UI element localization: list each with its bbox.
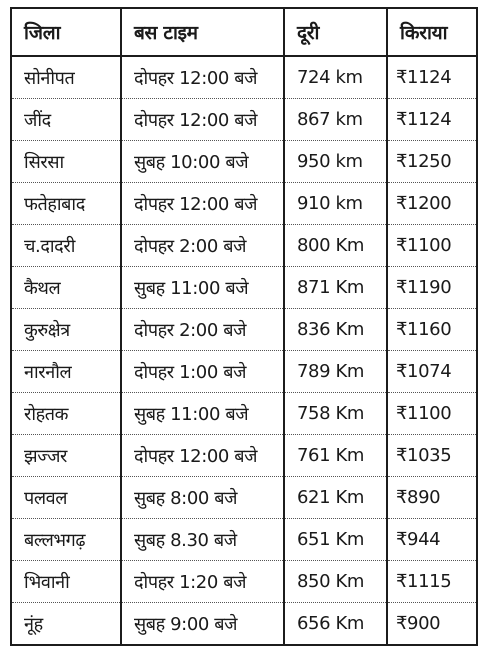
table-row xyxy=(11,351,477,393)
fare-cell: ₹1200 xyxy=(387,183,477,225)
table-row xyxy=(11,603,477,646)
fare-cell: ₹1100 xyxy=(387,225,477,267)
district-cell: फतेहाबाद xyxy=(11,183,121,225)
bus-time-cell: सुबह 8.30 बजे xyxy=(121,519,284,561)
bus-time-cell: दोपहर 12:00 बजे xyxy=(121,99,284,141)
table-body xyxy=(11,56,477,645)
distance-cell: 621 Km xyxy=(284,477,387,519)
fare-cell: ₹1115 xyxy=(387,561,477,603)
district-cell: नारनौल xyxy=(11,351,121,393)
district-cell: पलवल xyxy=(11,477,121,519)
distance-cell: 871 Km xyxy=(284,267,387,309)
distance-cell: 800 Km xyxy=(284,225,387,267)
district-cell: नूंह xyxy=(11,603,121,646)
district-cell: बल्लभगढ़ xyxy=(11,519,121,561)
bus-time-cell: सुबह 10:00 बजे xyxy=(121,141,284,183)
district-cell: कुरुक्षेत्र xyxy=(11,309,121,351)
distance-cell: 758 Km xyxy=(284,393,387,435)
distance-cell: 656 Km xyxy=(284,603,387,646)
distance-cell: 850 Km xyxy=(284,561,387,603)
bus-time-cell: दोपहर 2:00 बजे xyxy=(121,225,284,267)
distance-cell: 651 Km xyxy=(284,519,387,561)
district-cell: च.दादरी xyxy=(11,225,121,267)
district-cell: जींद xyxy=(11,99,121,141)
district-cell: सोनीपत xyxy=(11,56,121,99)
table-row xyxy=(11,141,477,183)
bus-time-cell: सुबह 11:00 बजे xyxy=(121,393,284,435)
fare-cell: ₹1160 xyxy=(387,309,477,351)
bus-time-cell: सुबह 8:00 बजे xyxy=(121,477,284,519)
distance-cell: 950 km xyxy=(284,141,387,183)
distance-cell: 836 Km xyxy=(284,309,387,351)
bus-time-cell: दोपहर 2:00 बजे xyxy=(121,309,284,351)
header-bus-time: बस टाइम xyxy=(121,8,284,56)
district-cell: रोहतक xyxy=(11,393,121,435)
fare-cell: ₹1190 xyxy=(387,267,477,309)
fare-cell: ₹1124 xyxy=(387,56,477,99)
distance-cell: 867 km xyxy=(284,99,387,141)
district-cell: भिवानी xyxy=(11,561,121,603)
bus-time-cell: दोपहर 12:00 बजे xyxy=(121,435,284,477)
bus-fare-table xyxy=(10,7,478,646)
fare-cell: ₹1035 xyxy=(387,435,477,477)
header-distance: दूरी xyxy=(284,8,387,56)
table-row xyxy=(11,561,477,603)
distance-cell: 789 Km xyxy=(284,351,387,393)
table-row xyxy=(11,435,477,477)
table-row xyxy=(11,56,477,99)
distance-cell: 761 Km xyxy=(284,435,387,477)
district-cell: सिरसा xyxy=(11,141,121,183)
bus-time-cell: सुबह 11:00 बजे xyxy=(121,267,284,309)
table-row xyxy=(11,99,477,141)
table-row xyxy=(11,183,477,225)
fare-cell: ₹1124 xyxy=(387,99,477,141)
fare-cell: ₹890 xyxy=(387,477,477,519)
table-row xyxy=(11,477,477,519)
bus-time-cell: दोपहर 12:00 बजे xyxy=(121,56,284,99)
district-cell: झज्जर xyxy=(11,435,121,477)
fare-cell: ₹1100 xyxy=(387,393,477,435)
bus-time-cell: सुबह 9:00 बजे xyxy=(121,603,284,646)
header-district: जिला xyxy=(11,8,121,56)
district-cell: कैथल xyxy=(11,267,121,309)
bus-time-cell: दोपहर 1:20 बजे xyxy=(121,561,284,603)
table-header-row xyxy=(11,8,477,56)
fare-cell: ₹1250 xyxy=(387,141,477,183)
table-row xyxy=(11,519,477,561)
fare-cell: ₹944 xyxy=(387,519,477,561)
distance-cell: 910 km xyxy=(284,183,387,225)
table-row xyxy=(11,225,477,267)
fare-cell: ₹1074 xyxy=(387,351,477,393)
fare-cell: ₹900 xyxy=(396,613,441,634)
header-fare: किराया xyxy=(387,8,477,56)
table-row xyxy=(11,309,477,351)
bus-time-cell: दोपहर 1:00 बजे xyxy=(121,351,284,393)
table-row xyxy=(11,393,477,435)
bus-time-cell: दोपहर 12:00 बजे xyxy=(121,183,284,225)
table-row xyxy=(11,267,477,309)
distance-cell: 724 km xyxy=(284,56,387,99)
